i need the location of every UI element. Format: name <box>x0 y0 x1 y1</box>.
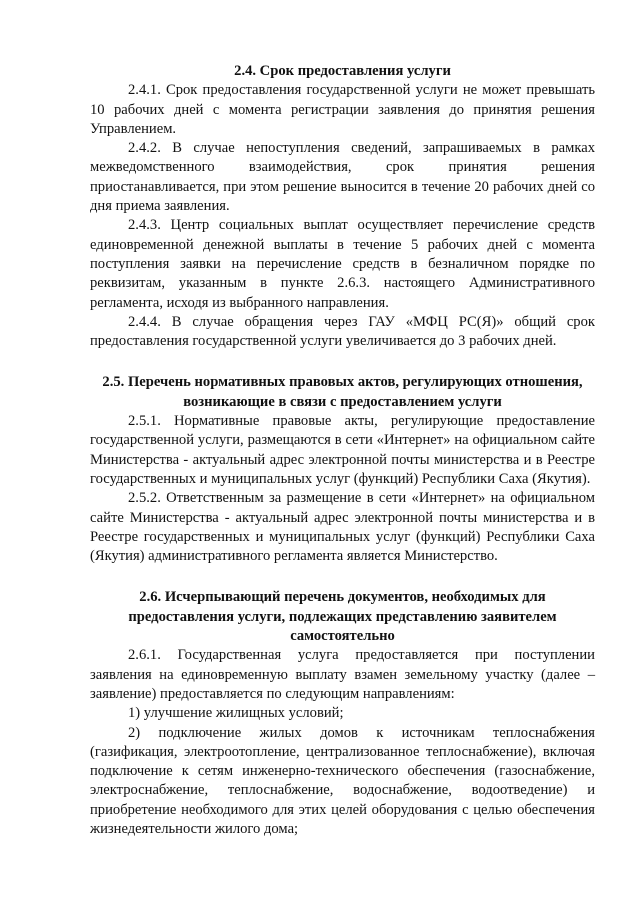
paragraph-2-6-1: 2.6.1. Государственная услуга предоставляется при поступлении заявления на единовременную выплату взамен земельному участку (далее – заявление) предоставляется по следующим направлениям: <box>90 647 595 702</box>
paragraph-2-5-2: 2.5.2. Ответственным за размещение в сети «Интернет» на официальном сайте Министерства - актуальный адрес электронной почты министерства и в Реестре государственных и муниципальных услуг (функций) Республики Саха (Якутия) административного регламента является Министерство. <box>90 490 595 565</box>
section-spacer <box>90 566 595 588</box>
paragraph-2-4-2: 2.4.2. В случае непоступления сведений, запрашиваемых в рамках межведомственного взаимодействия, срок принятия решения приостанавливается, при этом решение выносится в течение 20 рабочих дней со дня приема заявления. <box>90 140 595 215</box>
paragraph-2-4-3: 2.4.3. Центр социальных выплат осуществляет перечисление средств единовременной денежной выплаты в течение 5 рабочих дней с момента поступления заявки на перечисление средств в безналичном порядке по реквизитам, указанным в пункте 2.6.3. настоящего Административного регламента, исходя из выбранного направления. <box>90 217 595 311</box>
paragraph-2-5-1: 2.5.1. Нормативные правовые акты, регулирующие предоставление государственной услуги, размещаются в сети «Интернет» на официальном сайте Министерства - актуальный адрес электронной почты министерства и в Реестре государственных и муниципальных услуг (функций) Республики Саха (Якутия). <box>90 413 595 487</box>
section-2-5-title: 2.5. Перечень нормативных правовых актов, регулирующих отношения, возникающие в связи с предоставлением услуги <box>102 374 583 410</box>
section-2-4-title: 2.4. Срок предоставления услуги <box>234 63 451 79</box>
list-item-2: 2) подключение жилых домов к источникам теплоснабжения (газификация, электроотопление, централизованное теплоснабжение), включая подключение к сетям инженерно-технического обеспечения (газоснабжение, электроснабжение, теплоснабжение, водоснабжение, водоотведение) и приобретение необходимого для этих целей оборудования с целью обеспечения жизнедеятельности жилого дома; <box>90 724 595 837</box>
section-spacer <box>90 351 595 373</box>
paragraph-2-4-1: 2.4.1. Срок предоставления государственной услуги не может превышать 10 рабочих дней с момента регистрации заявления до принятия решения Управлением. <box>90 82 595 137</box>
list-item-1: 1) улучшение жилищных условий; <box>128 705 344 722</box>
paragraph-2-4-4: 2.4.4. В случае обращения через ГАУ «МФЦ РС(Я)» общий срок предоставления государственной услуги увеличивается до 3 рабочих дней. <box>90 313 595 350</box>
document-page <box>90 62 595 839</box>
section-2-6-title: 2.6. Исчерпывающий перечень документов, необходимых для предоставления услуги, подлежащих представлению заявителем самостоятельно <box>128 589 557 645</box>
